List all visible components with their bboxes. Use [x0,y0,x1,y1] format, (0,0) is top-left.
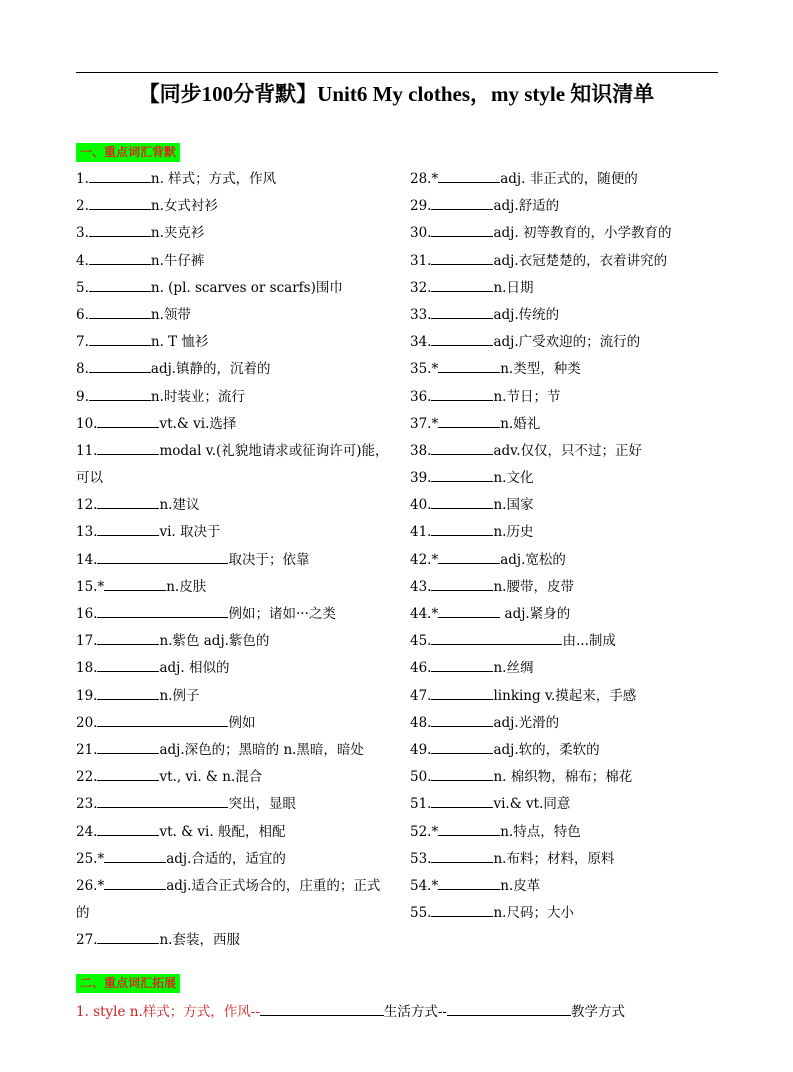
item-definition: n.文化 [493,470,534,487]
vocab-item [410,900,671,927]
vocab-item [76,683,389,710]
answer-blank[interactable] [97,549,228,564]
answer-blank[interactable] [438,413,500,428]
item-definition: n.夹克衫 [150,225,205,242]
item-number: 38. [410,442,432,459]
item-definition: adj.衣冠楚楚的，衣着讲究的 [493,252,668,269]
expansion-number: 1. [76,1004,89,1020]
item-definition: n.节日；节 [493,388,561,405]
vocab-item [76,710,389,737]
vocab-item [76,791,389,818]
item-number: 24. [76,823,98,840]
vocab-item [410,302,671,329]
answer-blank[interactable] [438,549,500,564]
answer-blank[interactable] [438,168,500,183]
answer-blank[interactable] [97,793,228,808]
item-number: 18. [76,660,98,677]
item-definition: adj.广受欢迎的；流行的 [493,334,641,351]
vocab-item [410,166,671,193]
item-definition: 的 [76,905,90,922]
item-number: 53. [410,850,432,867]
vocab-item [410,193,671,220]
item-number: 33. [410,306,432,323]
item-number: 10. [76,415,98,432]
item-definition: 由...制成 [562,633,616,650]
answer-blank[interactable] [89,250,151,265]
item-definition: adj.镇静的，沉着的 [150,361,271,378]
answer-blank[interactable] [431,195,493,210]
item-number: 2. [76,198,89,215]
item-number: 32. [410,279,432,296]
item-number: 16. [76,606,98,622]
vocab-item [410,764,671,791]
item-number: 34. [410,334,432,351]
item-number: 26.* [76,877,105,894]
item-definition: linking v.摸起来，手感 [493,687,637,704]
answer-blank[interactable] [260,1001,384,1016]
item-definition: n.特点，特色 [500,823,581,840]
item-definition: vt., vi. & n.混合 [159,769,263,786]
item-definition: 例如 [228,714,256,731]
item-definition: n.时装业；流行 [150,388,245,405]
vocab-item [76,574,389,601]
item-number: 11. [76,442,98,459]
vocab-item [76,465,389,492]
vocab-item [410,275,671,302]
item-definition: n.日期 [493,279,534,296]
item-definition: n.类型，种类 [500,361,581,378]
item-definition: vt. & vi. 般配，相配 [159,823,286,840]
vocab-item [76,492,389,519]
item-definition: n.历史 [493,524,534,541]
answer-blank[interactable] [89,358,151,373]
expansion-prompt: 生活方式-- [383,1004,447,1020]
item-number: 51. [410,796,432,813]
answer-blank[interactable] [431,576,493,591]
item-number: 44.* [410,606,439,622]
item-number: 7. [76,334,89,351]
answer-blank[interactable] [97,521,159,536]
answer-blank[interactable] [97,603,228,618]
answer-blank[interactable] [431,739,493,754]
item-number: 48. [410,714,432,731]
vocab-item [76,329,389,356]
vocab-item [410,819,671,846]
answer-blank[interactable] [89,222,151,237]
item-number: 13. [76,524,98,541]
item-definition: n.建议 [159,497,200,514]
answer-blank[interactable] [438,821,500,836]
vocab-item [76,873,389,900]
answer-blank[interactable] [431,521,493,536]
item-definition: adj.光滑的 [493,714,560,731]
answer-blank[interactable] [97,685,159,700]
item-definition: adj.适合正式场合的，庄重的；正式 [166,877,381,894]
vocab-item [410,683,671,710]
item-number: 54.* [410,877,439,894]
item-number: 4. [76,252,89,269]
answer-blank[interactable] [431,467,493,482]
vocab-item [76,438,389,465]
vocab-item [410,220,671,247]
vocab-item [410,655,671,682]
item-definition: 例如；诸如···之类 [228,606,336,622]
item-number: 46. [410,660,432,677]
answer-blank[interactable] [431,222,493,237]
vocab-item [410,411,671,438]
answer-blank[interactable] [431,793,493,808]
item-definition: vi. 取决于 [159,524,221,541]
vocab-item [76,384,389,411]
vocab-column-left [76,166,389,954]
item-definition: 可以 [76,470,103,487]
item-definition: 突出，显眼 [228,796,296,813]
answer-blank[interactable] [431,630,562,645]
item-number: 35.* [410,361,439,378]
answer-blank[interactable] [431,657,493,672]
item-number: 41. [410,524,432,541]
vocab-item [410,465,671,492]
item-number: 50. [410,769,432,786]
vocab-item [410,384,671,411]
vocab-item [76,547,389,574]
item-definition: n.女式衬衫 [150,198,218,215]
answer-blank[interactable] [89,331,151,346]
answer-blank[interactable] [97,712,228,727]
item-definition: vi.& vt.同意 [493,796,571,813]
vocab-item [76,302,389,329]
vocab-item [76,846,389,873]
answer-blank[interactable] [97,766,159,781]
answer-blank[interactable] [97,657,159,672]
item-number: 39. [410,470,432,487]
vocab-item [410,329,671,356]
item-number: 5. [76,279,89,296]
item-number: 47. [410,687,432,704]
vocab-item [410,601,671,628]
answer-blank[interactable] [97,413,159,428]
item-definition: n.婚礼 [500,415,541,432]
vocab-item [410,873,671,900]
item-definition: adj. 初等教育的，小学教育的 [493,225,672,242]
item-definition: adv.仅仅，只不过；正好 [493,442,642,459]
item-definition: adj.宽松的 [500,551,566,568]
vocab-item [410,574,671,601]
item-number: 20. [76,714,98,731]
item-number: 8. [76,361,89,378]
page-title: 【同步100分背默】Unit6 My clothes，my style 知识清单 [138,82,655,106]
vocab-item [76,411,389,438]
item-number: 1. [76,171,89,187]
item-number: 25.* [76,850,105,867]
vocab-item [76,601,389,628]
item-number: 30. [410,225,432,242]
answer-blank[interactable] [431,685,493,700]
header-rule [76,72,718,73]
item-definition: n.皮肤 [166,578,207,595]
item-definition: n. 棉织物，棉布；棉花 [493,769,633,786]
item-definition: adj.深色的；黑暗的 n.黑暗，暗处 [159,741,364,758]
item-definition: modal v.(礼貌地请求或征询许可)能， [159,442,389,459]
item-definition: 取决于；依靠 [228,551,310,568]
item-number: 23. [76,796,98,813]
answer-blank[interactable] [431,848,493,863]
item-number: 22. [76,769,98,786]
vocab-item [76,737,389,764]
vocab-item [76,193,389,220]
vocab-item [76,900,389,927]
answer-blank[interactable] [89,277,151,292]
item-number: 36. [410,388,432,405]
item-definition: n. (pl. scarves or scarfs)围巾 [150,279,343,296]
item-definition: adj.软的，柔软的 [493,741,600,758]
vocab-column-right [410,166,671,927]
item-definition: vt.& vi.选择 [159,415,237,432]
item-number: 37.* [410,415,439,432]
answer-blank[interactable] [97,821,159,836]
item-number: 31. [410,252,432,269]
vocab-item [76,220,389,247]
answer-blank[interactable] [89,304,151,319]
answer-blank[interactable] [438,875,500,890]
expansion-item [76,1000,625,1020]
item-number: 49. [410,741,432,758]
answer-blank[interactable] [431,250,493,265]
vocab-item [76,356,389,383]
item-number: 12. [76,497,98,514]
item-definition: n. 样式；方式，作风 [150,171,277,187]
item-definition: adj.舒适的 [493,198,560,215]
answer-blank[interactable] [431,440,493,455]
answer-blank[interactable] [89,195,151,210]
vocab-item [76,764,389,791]
item-number: 3. [76,225,89,242]
answer-blank[interactable] [97,494,159,509]
vocab-item [76,655,389,682]
answer-blank[interactable] [97,630,159,645]
vocab-item [410,846,671,873]
expansion-prompt: 教学方式 [571,1004,625,1020]
answer-blank[interactable] [431,712,493,727]
item-definition: adj.传统的 [493,306,560,323]
answer-blank[interactable] [431,386,493,401]
item-number: 9. [76,388,89,405]
item-number: 52.* [410,823,439,840]
item-definition: n.国家 [493,497,534,514]
item-number: 28.* [410,171,439,187]
answer-blank[interactable] [438,358,500,373]
answer-blank[interactable] [97,739,159,754]
item-number: 40. [410,497,432,514]
item-number: 15.* [76,578,105,595]
item-definition: n.布料；材料，原料 [493,850,615,867]
answer-blank[interactable] [104,875,166,890]
item-number: 55. [410,905,432,922]
vocab-item [410,492,671,519]
answer-blank[interactable] [431,331,493,346]
answer-blank[interactable] [431,277,493,292]
vocab-item [76,248,389,275]
section-heading-expansion: 二、重点词汇拓展 [76,974,180,993]
answer-blank[interactable] [89,386,151,401]
item-definition: n. T 恤衫 [150,334,209,351]
answer-blank[interactable] [438,603,500,618]
item-number: 43. [410,578,432,595]
item-definition: n.皮革 [500,877,541,894]
answer-blank[interactable] [447,1001,571,1016]
vocab-item [410,356,671,383]
item-definition: n.牛仔裤 [150,252,205,269]
answer-blank[interactable] [89,168,151,183]
vocab-item [76,166,389,193]
vocab-item [410,248,671,275]
answer-blank[interactable] [97,440,159,455]
vocab-item [410,737,671,764]
vocab-item [410,791,671,818]
item-definition: n.例子 [159,687,200,704]
item-definition: adj. 相似的 [159,660,230,677]
item-definition: adj. 非正式的，随便的 [500,171,638,187]
vocab-item [76,819,389,846]
item-number: 17. [76,633,98,650]
item-definition: n.领带 [150,306,191,323]
vocab-item [410,547,671,574]
vocab-item [410,519,671,546]
item-number: 42.* [410,551,439,568]
item-number: 19. [76,687,98,704]
answer-blank[interactable] [431,494,493,509]
item-definition: n.尺码；大小 [493,905,574,922]
item-number: 29. [410,198,432,215]
answer-blank[interactable] [431,304,493,319]
answer-blank[interactable] [97,929,159,944]
vocab-item [76,927,389,954]
item-definition: n.丝绸 [493,660,534,677]
answer-blank[interactable] [104,848,166,863]
item-definition: n.套装，西服 [159,932,240,949]
vocab-item [76,275,389,302]
item-number: 27. [76,932,98,949]
item-number: 6. [76,306,89,323]
item-definition: adj.合适的，适宜的 [166,850,286,867]
expansion-headword: style n.样式；方式，作风-- [93,1004,260,1020]
vocab-item [76,519,389,546]
item-definition: n.腰带，皮带 [493,578,574,595]
vocab-item [76,628,389,655]
vocab-item [410,710,671,737]
section-heading-vocab: 一、重点词汇背默 [76,143,180,162]
answer-blank[interactable] [431,902,493,917]
answer-blank[interactable] [104,576,166,591]
vocab-item [410,628,671,655]
answer-blank[interactable] [431,766,493,781]
item-definition: adj.紧身的 [500,606,571,622]
item-number: 45. [410,633,432,650]
vocab-item [410,438,671,465]
item-number: 21. [76,741,98,758]
item-definition: n.紫色 adj.紫色的 [159,633,270,650]
item-number: 14. [76,551,98,568]
